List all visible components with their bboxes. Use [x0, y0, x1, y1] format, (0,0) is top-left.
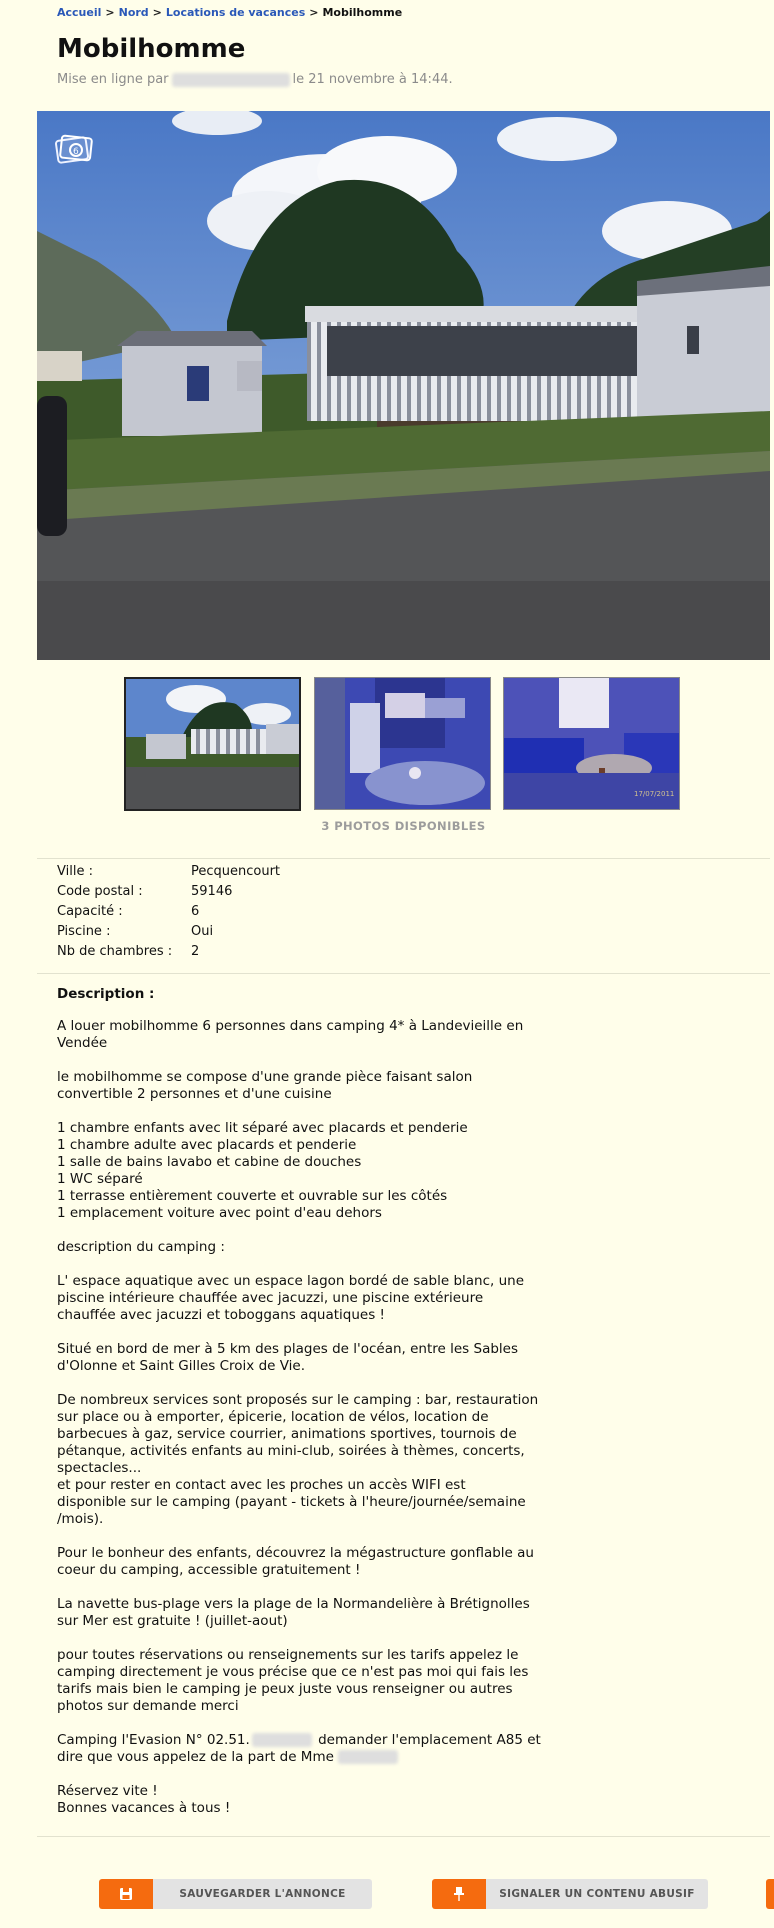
thumbnail-3[interactable]	[503, 677, 680, 810]
description-text: demander l'emplacement A85 et	[318, 1732, 541, 1748]
description-line: sur place ou à emporter, épicerie, location de vélos, location de	[57, 1409, 489, 1425]
description-line: pétanque, activités enfants au mini-club, soirées à thèmes, concerts,	[57, 1443, 525, 1459]
spec-label: Capacité :	[57, 904, 123, 919]
description-line: le mobilhomme se compose d'une grande pièce faisant salon	[57, 1069, 473, 1085]
svg-text:6: 6	[73, 147, 79, 157]
redacted-username	[172, 73, 290, 87]
main-photo[interactable]	[37, 111, 770, 660]
description-body	[57, 1018, 541, 1834]
divider	[37, 973, 770, 974]
thumbnail-2[interactable]	[314, 677, 491, 810]
description-text: dire que vous appelez de la part de Mme	[57, 1749, 334, 1765]
description-title: Description :	[57, 986, 155, 1002]
description-line: Bonnes vacances à tous !	[57, 1800, 231, 1816]
description-line: d'Olonne et Saint Gilles Croix de Vie.	[57, 1358, 306, 1374]
spec-value: Oui	[191, 924, 214, 939]
description-line: camping directement je vous précise que ce n'est pas moi qui fais les	[57, 1664, 529, 1680]
spec-value: 2	[191, 944, 200, 959]
description-paragraph	[57, 1341, 527, 1375]
more-actions-icon	[766, 1879, 774, 1909]
description-line: 1 chambre adulte avec placards et penderie	[57, 1137, 357, 1153]
more-actions-button[interactable]	[766, 1879, 774, 1909]
breadcrumb-current: Mobilhomme	[322, 6, 403, 19]
redacted-name	[338, 1750, 398, 1764]
description-line: chauffée avec jacuzzi et toboggans aquatiques !	[57, 1307, 385, 1323]
description-line: De nombreux services sont proposés sur le camping : bar, restauration	[57, 1392, 539, 1408]
description-line: convertible 2 personnes et d'une cuisine	[57, 1086, 332, 1102]
description-line: piscine intérieure chauffée avec jacuzzi, une piscine extérieure	[57, 1290, 484, 1306]
camera-gallery-icon[interactable]	[55, 131, 95, 167]
description-line: 1 terrasse entièrement couverte et ouvrable sur les côtés	[57, 1188, 448, 1204]
description-paragraph	[57, 1596, 530, 1630]
spec-label: Code postal :	[57, 884, 143, 899]
description-line: coeur du camping, accessible gratuitement !	[57, 1562, 361, 1578]
description-line: La navette bus-plage vers la plage de la Normandelière à Brétignolles	[57, 1596, 530, 1612]
save-ad-label: SAUVEGARDER L'ANNONCE	[153, 1879, 372, 1909]
breadcrumb	[57, 6, 402, 19]
svg-text:17/07/2011: 17/07/2011	[634, 790, 675, 798]
description-line: 1 WC séparé	[57, 1171, 143, 1187]
photos-available-label: 3 PHOTOS DISPONIBLES	[321, 819, 486, 833]
description-line: Vendée	[57, 1035, 108, 1051]
spec-label: Piscine :	[57, 924, 111, 939]
description-line	[57, 1732, 541, 1749]
breadcrumb-separator: >	[309, 6, 319, 19]
spec-label: Ville :	[57, 864, 93, 879]
description-line: L' espace aquatique avec un espace lagon bordé de sable blanc, une	[57, 1273, 525, 1289]
description-line: barbecues à gaz, service courrier, animations sportives, tournois de	[57, 1426, 517, 1442]
description-paragraph	[57, 1392, 539, 1528]
redacted-phone	[252, 1733, 312, 1747]
breadcrumb-separator: >	[105, 6, 115, 19]
description-line: sur Mer est gratuite ! (juillet-aout)	[57, 1613, 288, 1629]
description-line: et pour rester en contact avec les proches un accès WIFI est	[57, 1477, 466, 1493]
spec-label: Nb de chambres :	[57, 944, 173, 959]
breadcrumb-category-link[interactable]: Locations de vacances	[165, 6, 306, 19]
breadcrumb-region-link[interactable]: Nord	[118, 6, 149, 19]
thumbnail-1[interactable]	[124, 677, 301, 811]
report-abuse-button[interactable]	[432, 1879, 708, 1909]
description-paragraph	[57, 1545, 534, 1579]
posted-prefix: Mise en ligne par	[57, 72, 169, 87]
page-title: Mobilhomme	[57, 34, 246, 64]
save-ad-button[interactable]	[99, 1879, 372, 1909]
ad-actions	[0, 1879, 774, 1911]
breadcrumb-separator: >	[152, 6, 162, 19]
description-line: 1 salle de bains lavabo et cabine de douches	[57, 1154, 362, 1170]
description-line: spectacles...	[57, 1460, 142, 1476]
floppy-disk-icon	[99, 1879, 153, 1909]
description-paragraph	[57, 1018, 527, 1052]
description-paragraph	[57, 1732, 541, 1766]
description-line: photos sur demande merci	[57, 1698, 239, 1714]
description-line: /mois).	[57, 1511, 104, 1527]
description-line: tarifs mais bien le camping je peux juste vous renseigner ou autres	[57, 1681, 513, 1697]
description-line: Situé en bord de mer à 5 km des plages de l'océan, entre les Sables	[57, 1341, 518, 1357]
description-line: 1 emplacement voiture avec point d'eau dehors	[57, 1205, 382, 1221]
posted-date: le 21 novembre à 14:44.	[292, 72, 453, 87]
description-text: Camping l'Evasion N° 02.51.	[57, 1732, 250, 1748]
spec-value: 6	[191, 904, 200, 919]
description-paragraph	[57, 1783, 527, 1817]
description-line: Pour le bonheur des enfants, découvrez la mégastructure gonflable au	[57, 1545, 534, 1561]
description-line: 1 chambre enfants avec lit séparé avec placards et penderie	[57, 1120, 468, 1136]
divider	[37, 1836, 770, 1837]
breadcrumb-home-link[interactable]: Accueil	[57, 6, 102, 19]
posted-info	[57, 72, 453, 87]
description-paragraph	[57, 1069, 527, 1103]
divider	[37, 858, 770, 859]
description-line: A louer mobilhomme 6 personnes dans camping 4* à Landevieille en	[57, 1018, 524, 1034]
description-paragraph	[57, 1273, 527, 1324]
description-line: description du camping :	[57, 1239, 225, 1255]
description-line: disponible sur le camping (payant - tickets à l'heure/journée/semaine	[57, 1494, 526, 1510]
description-paragraph	[57, 1239, 527, 1256]
description-paragraph	[57, 1120, 527, 1222]
description-line: pour toutes réservations ou renseignements sur les tarifs appelez le	[57, 1647, 519, 1663]
spec-value: Pecquencourt	[191, 864, 281, 879]
description-line: Réservez vite !	[57, 1783, 158, 1799]
description-paragraph	[57, 1647, 527, 1715]
pin-icon	[432, 1879, 486, 1909]
spec-value: 59146	[191, 884, 233, 899]
report-abuse-label: SIGNALER UN CONTENU ABUSIF	[486, 1879, 708, 1909]
description-line	[57, 1749, 527, 1766]
